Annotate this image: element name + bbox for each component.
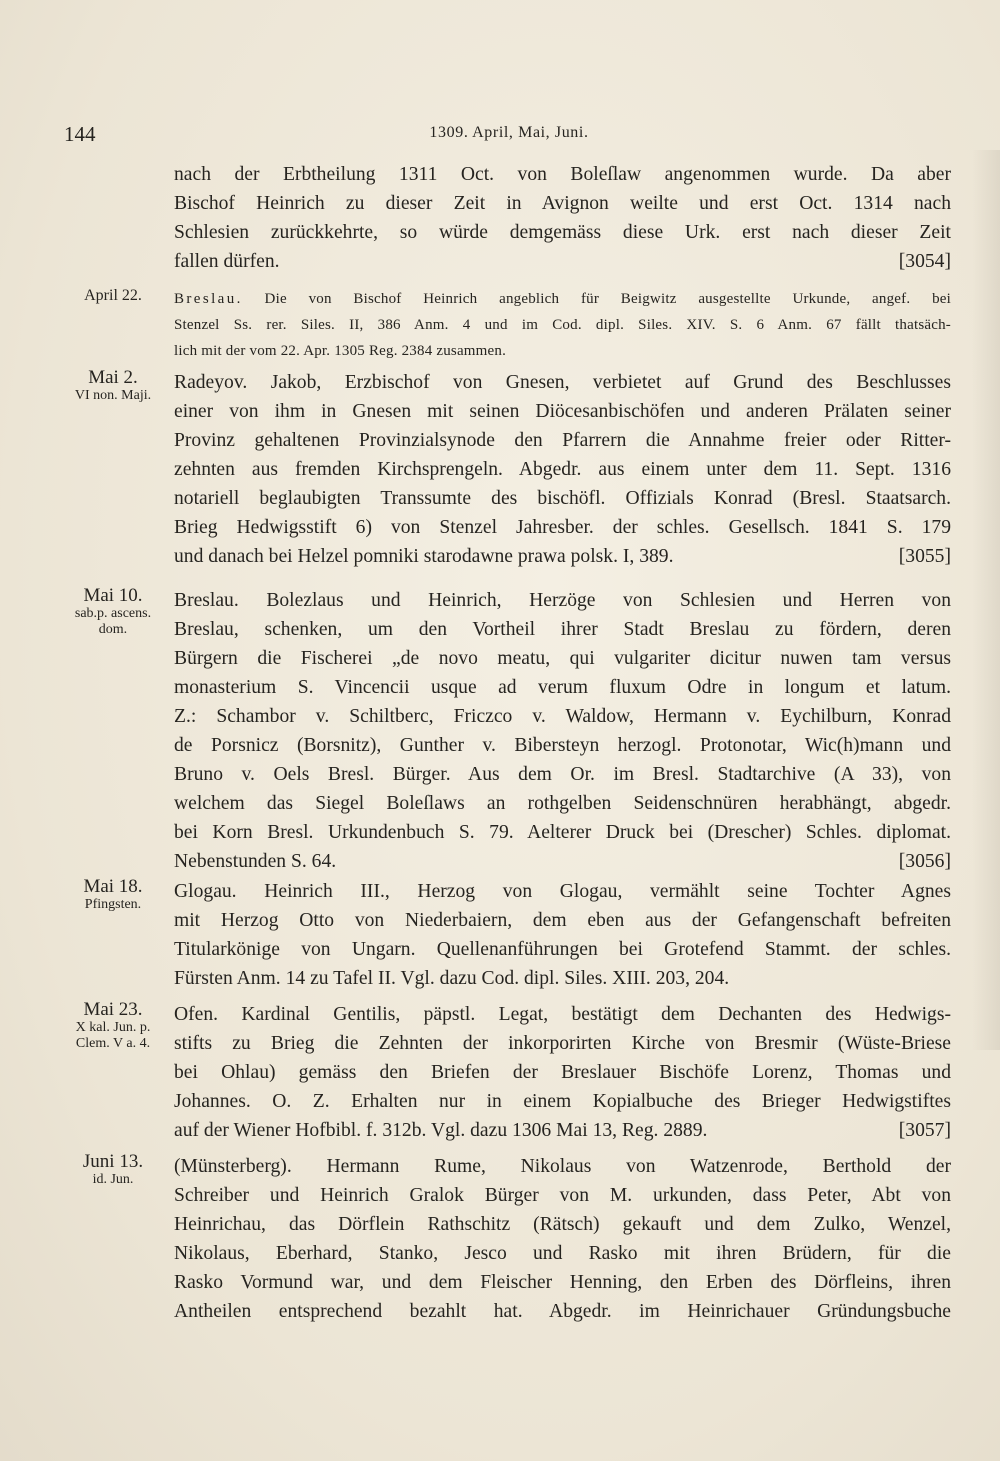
margin-date <box>60 368 166 404</box>
date-note: VI non. Maji. <box>74 388 152 403</box>
register-number: [3057] <box>898 1120 951 1141</box>
text-line-last: auf der Wiener Hofbibl. f. 312b. Vgl. dazu 1306 Mai 13, Reg. 2889. [3057] <box>174 1116 951 1145</box>
date-label: Mai 2. <box>88 367 138 388</box>
text-line: Schreiber und Heinrich Gralok Bürger von M. urkunden, dass Peter, Abt von <box>174 1185 951 1206</box>
text-line: Breslau, schenken, um den Vortheil ihrer Stadt Breslau zu fördern, deren <box>174 619 951 640</box>
date-note: X kal. Jun. p. Clem. V a. 4. <box>75 1020 151 1051</box>
text-line: Rasko Vormund war, und dem Fleischer Henning, den Erben des Dörfleins, ihren <box>174 1272 951 1293</box>
scan-edge-shadow <box>972 150 1000 1050</box>
text-line-last: Nebenstunden S. 64. [3056] <box>174 847 951 876</box>
text-line: nach der Erbtheilung 1311 Oct. von Boleſlaw angenommen wurde. Da aber <box>174 164 951 185</box>
margin-date <box>60 877 166 913</box>
register-number: [3055] <box>898 546 951 567</box>
date-label: Mai 18. <box>83 876 143 897</box>
register-number: [3056] <box>898 851 951 872</box>
margin-date <box>60 1000 166 1052</box>
text-line: Bruno v. Oels Bresl. Bürger. Aus dem Or. im Bresl. Stadtarchive (A 33), von <box>174 764 951 785</box>
date-label: Juni 13. <box>82 1151 144 1172</box>
text-line-last: Fürsten Anm. 14 zu Tafel II. Vgl. dazu Cod. dipl. Siles. XIII. 203, 204. <box>174 968 730 989</box>
text-line: Provinz gehaltenen Provinzialsynode den Pfarrern die Annahme freier oder Ritter- <box>174 430 951 451</box>
margin-date <box>60 586 166 638</box>
margin-date <box>60 286 166 306</box>
entry-text <box>174 586 951 876</box>
text-line: Z.: Schambor v. Schiltberc, Friczco v. Waldow, Hermann v. Eychilburn, Konrad <box>174 706 951 727</box>
entry-text <box>174 160 951 276</box>
page-number: 144 <box>64 122 96 146</box>
text-line: Bürgern die Fischerei „de novo meatu, qui vulgariter dicitur nuwen tam versus <box>174 648 951 669</box>
entry-text <box>174 1152 951 1326</box>
text-line: Breslau. Die von Bischof Heinrich angeblich für Beigwitz ausgestellte Urkunde, angef. bei <box>174 291 951 307</box>
text-line: einer von ihm in Gnesen mit seinen Diöcesanbischöfen und anderen Prälaten seiner <box>174 401 951 422</box>
text-line: bei Korn Bresl. Urkundenbuch S. 79. Aelterer Druck bei (Drescher) Schles. diplomat. <box>174 822 951 843</box>
register-number: [3054] <box>898 251 951 272</box>
text-line: Johannes. O. Z. Erhalten nur in einem Kopialbuche des Brieger Hedwigstiftes <box>174 1091 951 1112</box>
date-label: Mai 23. <box>83 999 143 1020</box>
entry-text <box>174 286 951 364</box>
date-label: Mai 10. <box>83 585 143 606</box>
text-line: monasterium S. Vincencii usque ad verum fluxum Odre in longum et latum. <box>174 677 951 698</box>
text-line: bei Ohlau) gemäss den Briefen der Breslauer Bischöfe Lorenz, Thomas und <box>174 1062 951 1083</box>
text-line: Heinrichau, das Dörflein Rathschitz (Rätsch) gekauft und dem Zulko, Wenzel, <box>174 1214 951 1235</box>
entry-text <box>174 368 951 571</box>
text-line: stifts zu Brieg die Zehnten der inkorporirten Kirche von Bresmir (Wüste-Briese <box>174 1033 951 1054</box>
text-line: Schlesien zurückkehrte, so würde demgemäss diese Urk. erst nach dieser Zeit <box>174 222 951 243</box>
text-line: Titularkönige von Ungarn. Quellenanführungen bei Grotefend Stammt. der schles. <box>174 939 951 960</box>
text-line: (Münsterberg). Hermann Rume, Nikolaus von Watzenrode, Berthold der <box>174 1156 951 1177</box>
running-title: 1309. April, Mai, Juni. <box>429 124 589 141</box>
text-line: Radeyov. Jakob, Erzbischof von Gnesen, verbietet auf Grund des Beschlusses <box>174 372 951 393</box>
date-note: id. Jun. <box>92 1172 134 1187</box>
text-line-last: fallen dürfen. [3054] <box>174 247 951 276</box>
text-line: Nikolaus, Eberhard, Stanko, Jesco und Rasko mit ihren Brüdern, für die <box>174 1243 951 1264</box>
date-label: April 22. <box>84 287 142 304</box>
text-line: de Porsnicz (Borsnitz), Gunther v. Bibersteyn herzogl. Protonotar, Wic(h)mann und <box>174 735 951 756</box>
text-line: zehnten aus fremden Kirchsprengeln. Abgedr. aus einem unter dem 11. Sept. 1316 <box>174 459 951 480</box>
margin-date <box>60 1152 166 1188</box>
text-line: Ofen. Kardinal Gentilis, päpstl. Legat, bestätigt dem Dechanten des Hedwigs- <box>174 1004 951 1025</box>
entry-text <box>174 877 951 993</box>
text-line: Brieg Hedwigsstift 6) von Stenzel Jahresber. der schles. Gesellsch. 1841 S. 179 <box>174 517 951 538</box>
text-line: Antheilen entsprechend bezahlt hat. Abgedr. im Heinrichauer Gründungsbuche <box>174 1301 951 1322</box>
text-line: Glogau. Heinrich III., Herzog von Glogau, vermählt seine Tochter Agnes <box>174 881 951 902</box>
entry-text <box>174 1000 951 1145</box>
text-line: Stenzel Ss. rer. Siles. II, 386 Anm. 4 und im Cod. dipl. Siles. XIV. S. 6 Anm. 67 fällt thatsäch- <box>174 317 951 333</box>
text-line: notariell beglaubigten Transsumte des bischöfl. Offizials Konrad (Bresl. Staatsarch. <box>174 488 951 509</box>
text-line: Bischof Heinrich zu dieser Zeit in Avignon weilte und erst Oct. 1314 nach <box>174 193 951 214</box>
text-line: welchem das Siegel Boleſlaws an rothgelben Seidenschnüren herabhängt, abgedr. <box>174 793 951 814</box>
text-line: mit Herzog Otto von Niederbaiern, dem eben aus der Gefangenschaft befreiten <box>174 910 951 931</box>
text-line: Breslau. Bolezlaus und Heinrich, Herzöge von Schlesien und Herren von <box>174 590 951 611</box>
date-note: Pfingsten. <box>84 897 142 912</box>
text-line-last: lich mit der vom 22. Apr. 1305 Reg. 2384 zusammen. <box>174 343 507 359</box>
place-name: Breslau. <box>174 291 243 307</box>
date-note: sab.p. ascens. dom. <box>74 606 152 637</box>
page-header <box>64 122 954 146</box>
text-line-last: und danach bei Helzel pomniki starodawne prawa polsk. I, 389. [3055] <box>174 542 951 571</box>
